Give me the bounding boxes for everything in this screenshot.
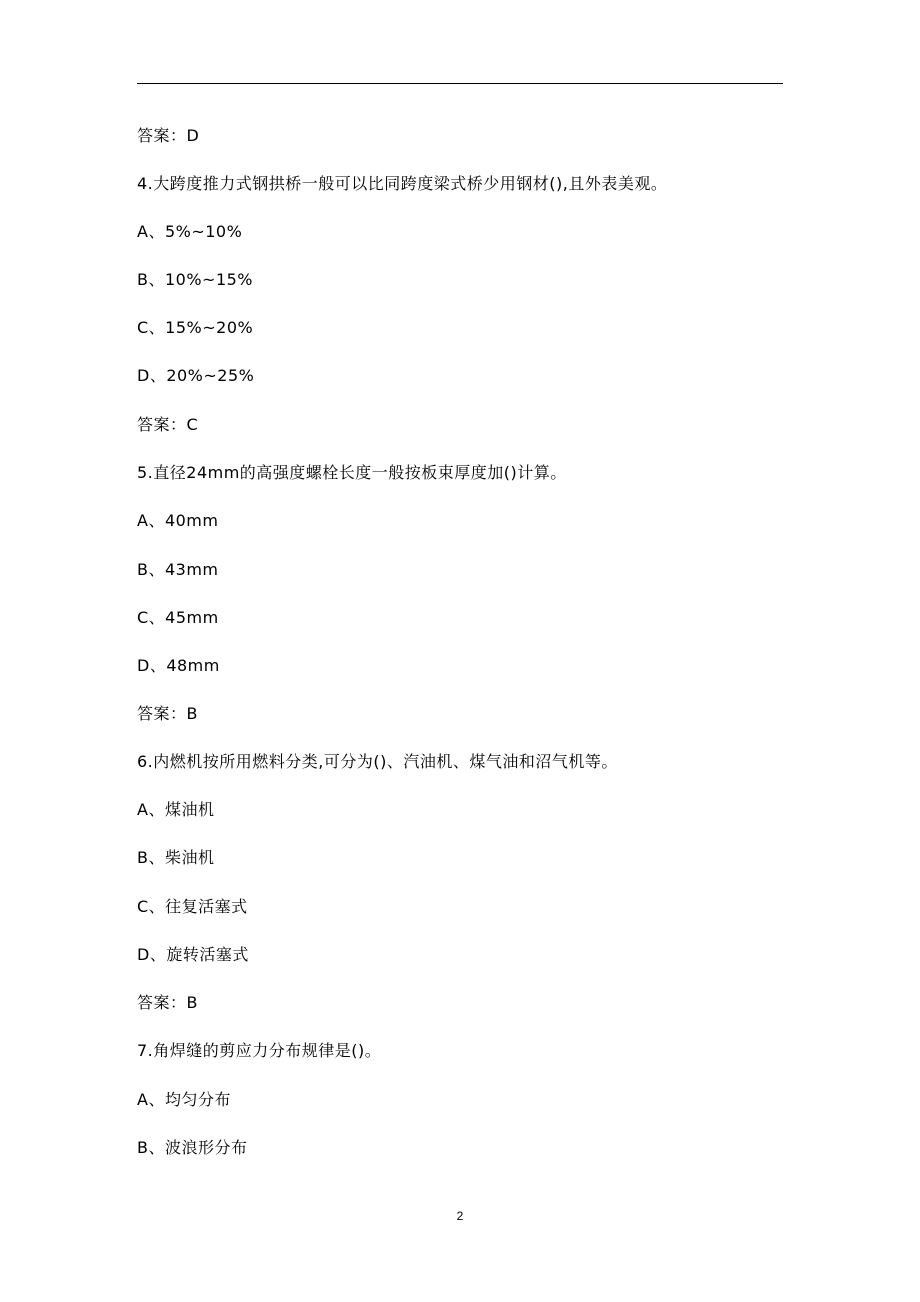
page-number: 2 — [456, 1209, 464, 1223]
option-line: C、45mm — [137, 608, 219, 627]
option-line: C、往复活塞式 — [137, 897, 248, 916]
question-5: 5.直径24mm的高强度螺栓长度一般按板束厚度加()计算。 — [137, 463, 567, 482]
answer-line: 答案：C — [137, 415, 199, 434]
option-line: A、均匀分布 — [137, 1090, 231, 1109]
option-line: C、15%~20% — [137, 318, 254, 337]
answer-line: 答案：D — [137, 126, 200, 145]
question-4: 4.大跨度推力式钢拱桥一般可以比同跨度梁式桥少用钢材(),且外表美观。 — [137, 174, 668, 193]
option-line: A、40mm — [137, 511, 219, 530]
option-line: B、10%~15% — [137, 270, 254, 289]
option-line: D、20%~25% — [137, 366, 255, 385]
option-line: B、43mm — [137, 560, 219, 579]
option-line: A、煤油机 — [137, 800, 215, 819]
question-7: 7.角焊缝的剪应力分布规律是()。 — [137, 1041, 382, 1060]
answer-line: 答案：B — [137, 993, 198, 1012]
option-line: D、旋转活塞式 — [137, 945, 249, 964]
option-line: A、5%~10% — [137, 222, 243, 241]
question-6: 6.内燃机按所用燃料分类,可分为()、汽油机、煤气油和沼气机等。 — [137, 752, 618, 771]
option-line: B、波浪形分布 — [137, 1138, 248, 1157]
header-rule — [137, 83, 783, 84]
option-line: B、柴油机 — [137, 848, 215, 867]
option-line: D、48mm — [137, 656, 220, 675]
answer-line: 答案：B — [137, 704, 198, 723]
